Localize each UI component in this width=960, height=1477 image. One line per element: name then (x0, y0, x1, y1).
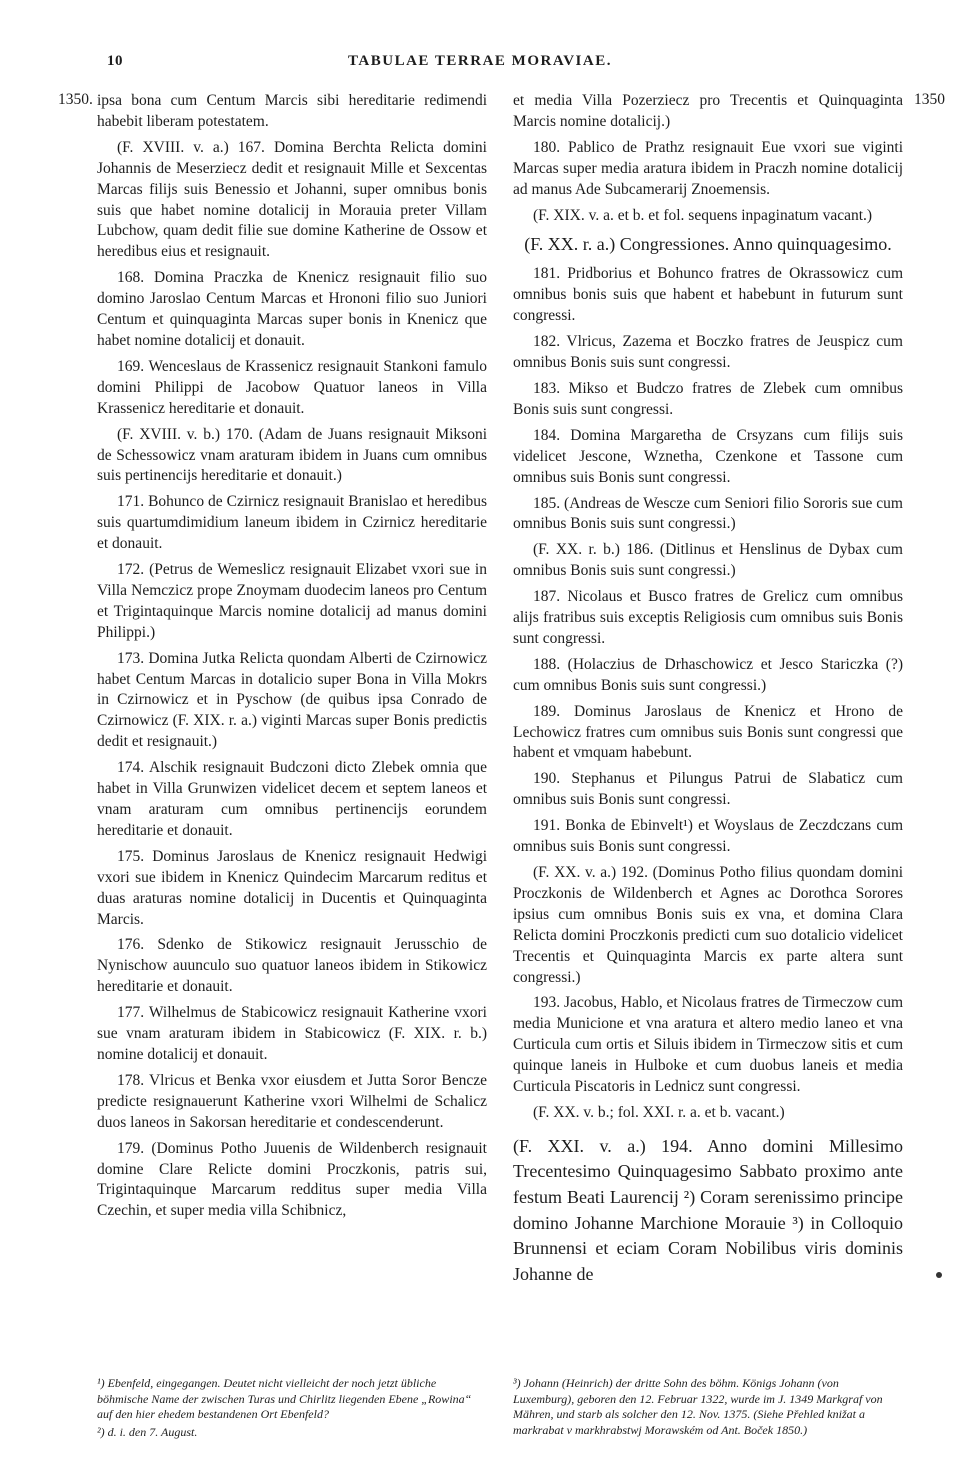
footnote-3: ³) Johann (Heinrich) der dritte Sohn des böhm. Königs Johann (von Luxemburg), geboren den 12. Februar 1322, wurde im J. 1349 Markgraf von Mähren, und starb als solcher den 12. Nov. 1375. (Siehe Přehled knižat a markrabat v markhrabstwj Morawském od Ant. Boček 1850.) (513, 1376, 883, 1437)
entry-176: 176. Sdenko de Stikowicz resignauit Jerusschio de Nynischow auunculo suo quatuor laneos ibidem in Stikowicz hereditarie et donauit. (97, 936, 487, 996)
entry-179-continued: et media Villa Pozerziecz pro Trecentis et Quinquaginta Marcis nomine dotalicij.) (513, 92, 903, 130)
footnotes-right (513, 1376, 903, 1440)
entry-174: 174. Alschik resignauit Budczoni dicto Zlebek omnia que habet in Villa Grunwizen videlicet decem et septem laneos et vnam araturam cum omnibus pertinencijs eorundem hereditarie et donauit. (97, 759, 487, 839)
footnotes-left (97, 1376, 487, 1442)
entry-169: 169. Wenceslaus de Krassenicz resignauit Stankoni famulo domini Philippi de Jacobow Quatuor laneos in Villa Krassenicz hereditarie et donauit. (97, 357, 487, 417)
entry-168: 168. Domina Praczka de Knenicz resignauit filio suo domino Jaroslao Centum Marcas et Hrononi filio suo Juniori Centum et quinquaginta Marcas super bonis in Knenicz que habet nomine dotalicij et donauit. (97, 269, 487, 349)
left-column (97, 91, 487, 1227)
entry-171: 171. Bohunco de Czirnicz resignauit Branislao et heredibus suis quartumdimidium laneum ibidem in Czirnicz hereditarie et donauit. (97, 493, 487, 553)
running-head: TABULAE TERRAE MORAVIAE. (348, 53, 612, 69)
entry-187: 187. Nicolaus et Busco fratres de Grelicz cum omnibus alijs fratribus suis exceptis Religiosis cum omnibus suis Bonis sunt congressi. (513, 588, 903, 647)
entry-185: 185. (Andreas de Wescze cum Seniori filio Sororis sue cum omnibus Bonis suis sunt congressi.) (513, 494, 903, 533)
margin-year-left: 1350. (58, 91, 93, 108)
ink-dot-mark (936, 1272, 942, 1278)
entry-183: 183. Mikso et Budczo fratres de Zlebek cum omnibus Bonis suis sunt congressi. (513, 379, 903, 418)
page-number: 10 (107, 53, 123, 69)
entry-194: (F. XXI. v. a.) 194. Anno domini Millesimo Trecentesimo Quinquagesimo Sabbato proximo ante festum Beati Laurencij ²) Coram serenissimo principe domino Johanne Marchione Morauie ³) in Colloquio Brunnensi et eciam Coram Nobilibus viris dominis Johanne de (513, 1135, 903, 1284)
entry-continued: ipsa bona cum Centum Marcis sibi hereditarie redimendi habebit liberam potestatem. (97, 92, 487, 130)
entry-179: 179. (Dominus Potho Juuenis de Wildenberch resignauit domine Clare Relicte domini Proczkonis, patris sui, Trigintaquinque Marcarum redditus super media Villa Czechin, et super media villa Schibnicz, (97, 1139, 487, 1220)
entry-177: 177. Wilhelmus de Stabicowicz resignauit Katherine vxori sue vnam araturam ibidem in Stabicowicz (F. XIX. r. b.) nomine dotalicij et donauit. (97, 1004, 487, 1063)
folio-note-vacant-2: (F. XX. v. b.; fol. XXI. r. a. et b. vacant.) (533, 1103, 785, 1121)
entry-172: 172. (Petrus de Wemeslicz resignauit Elizabet vxori sue in Villa Nemczicz prope Znoymam duodecim laneos pro Centum et Trigintaquinque Marcis nomine dotalicij ad manus domini Philippi.) (97, 561, 487, 641)
footnote-2: ²) d. i. den 7. August. (97, 1424, 198, 1439)
entry-173: 173. Domina Jutka Relicta quondam Alberti de Czirnowicz habet Centum Marcas in dotalicio super Bona in Villa Mokrs in Czirnowicz et in Pyschow (de quibus ipsa Conrado de Czirnowicz (F. XIX. r. a.) viginti Marcas super Bonis predictis dedit et resignauit.) (97, 649, 487, 751)
entry-175: 175. Dominus Jaroslaus de Knenicz resignauit Hedwigi vxori sue ibidem in Knenicz Quindecim Marcarum reditus et duas araturas nomine dotalicij in Ducentis et Quinquaginta Marcis. (97, 847, 487, 928)
entry-192: (F. XX. v. a.) 192. (Dominus Potho filius quondam domini Proczkonis de Wildenberch et Agnes ac Dorothca Sorores ipsius cum omnibus Bonis suis ex vna, et domina Clara Relicta domini Proczkonis predicti cum suo dotalicio videlicet Trecentis et Quinquaginta Marcis ex parte altera sunt congressi.) (513, 864, 903, 986)
entry-180: 180. Pablico de Prathz resignauit Eue vxori sue viginti Marcas super media aratura ibidem in Praczh nomine dotalicij ad manus Ade Subcamerarij Znoemensis. (513, 138, 903, 198)
entry-167: (F. XVIII. v. a.) 167. Domina Berchta Relicta domini Johannis de Meserziecz dedit et resignauit Mille et Sexcentas Marcas filijs suis Benessio et Johanni, super omnibus bonis suis que habet nomine dotalicij in Morauia preter Villam Lubchow, quam dedit filie sue domine Katherine de Ossow et heredibus eius et resignauit. (97, 138, 487, 261)
entry-178: 178. Vlricus et Benka vxor eiusdem et Jutta Soror Bencze predicte resignauerunt Katherine vxori Wilhelmi de Schalicz duos laneos in Sakorsan hereditarie et condescenderunt. (97, 1071, 487, 1131)
footnote-1: ¹) Ebenfeld, eingegangen. Deutet nicht vielleicht der noch jetzt übliche böhmische Name der zwischen Turas und Chirlitz liegenden Ebene „Rowina“ auf den hier ehedem bestandenen Ort Ebenfeld? (97, 1376, 472, 1421)
entry-186: (F. XX. r. b.) 186. (Ditlinus et Henslinus de Dybax cum omnibus Bonis suis sunt congressi.) (513, 541, 903, 580)
entry-182: 182. Vlricus, Zazema et Boczko fratres de Jeuspicz cum omnibus Bonis suis sunt congressi. (513, 333, 903, 372)
entry-181: 181. Pridborius et Bohunco fratres de Okrassowicz cum omnibus bonis suis que habent et habebunt in futurum sunt congressi. (513, 265, 903, 325)
entry-188: 188. (Holaczius de Drhaschowicz et Jesco Stariczka (?) cum omnibus Bonis suis sunt congressi.) (513, 655, 903, 694)
entry-191: 191. Bonka de Ebinvelt¹) et Woyslaus de Zeczdczans cum omnibus suis Bonis sunt congressi. (513, 817, 903, 856)
folio-note-vacant: (F. XIX. v. a. et b. et fol. sequens inpaginatum vacant.) (533, 206, 873, 224)
entry-193: 193. Jacobus, Hablo, et Nicolaus fratres de Tirmeczow cum media Municione et vna aratura et altero medio laneo et vna Curticula cum ortis et Siluis ibidem in Tirmeczow sitis et cum quinque laneis in Hulboke et cum duobus laneis et media Curticula Piscatoris in Lednicz sunt congressi. (513, 994, 903, 1096)
entry-189: 189. Dominus Jaroslaus de Knenicz et Hrono de Lechowicz fratres cum omnibus suis Bonis sunt congressi que habent et vmquam habebunt. (513, 702, 903, 762)
entry-184: 184. Domina Margaretha de Crsyzans cum filijs suis videlicet Jescone, Wznetha, Czenkone et Tassone cum omnibus suis Bonis sunt congressi. (513, 426, 903, 486)
entry-170: (F. XVIII. v. b.) 170. (Adam de Juans resignauit Miksoni de Schessowicz vnam araturam ibidem in Juans cum omnibus suis pertinencijs hereditarie et donauit.) (97, 425, 487, 485)
entry-190: 190. Stephanus et Pilungus Patrui de Slabaticz cum omnibus suis Bonis sunt congressi. (513, 770, 903, 809)
margin-year-right: 1350 (914, 91, 945, 108)
right-column (513, 91, 903, 1292)
section-heading-congressiones: (F. XX. r. a.) Congressiones. Anno quinquagesimo. (524, 234, 892, 255)
